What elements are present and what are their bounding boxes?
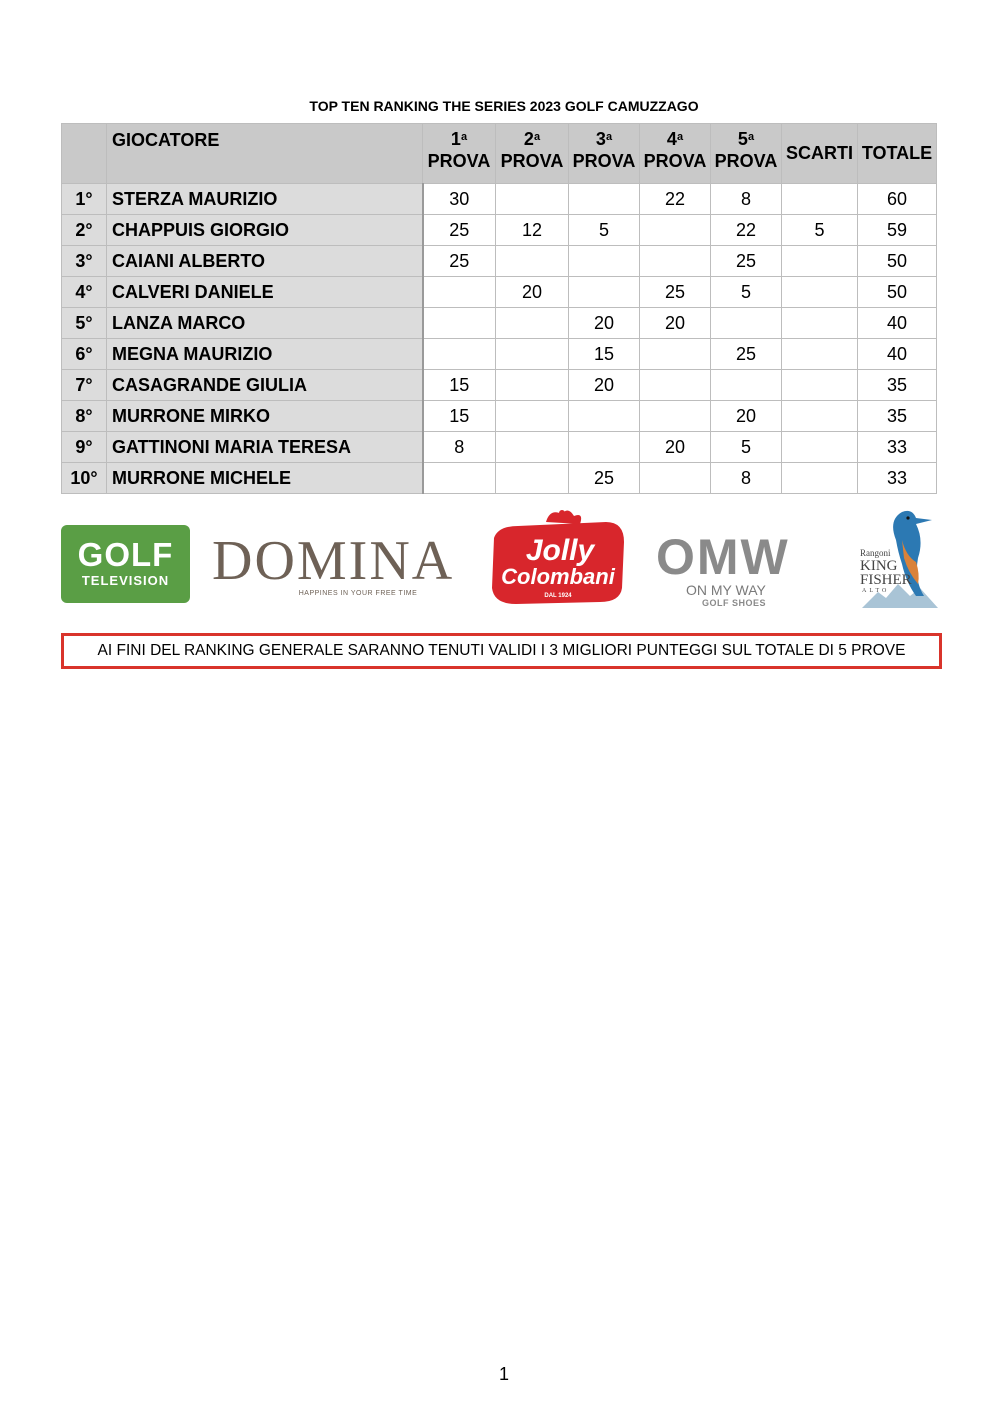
svg-text:DAL 1924: DAL 1924 bbox=[544, 593, 572, 599]
round-5-cell: 5 bbox=[711, 432, 782, 463]
position-cell: 7° bbox=[62, 370, 107, 401]
player-name-cell: MURRONE MICHELE bbox=[107, 463, 423, 494]
round-1-cell: 30 bbox=[423, 184, 496, 215]
discards-cell bbox=[782, 463, 858, 494]
round-5-cell: 8 bbox=[711, 184, 782, 215]
round-5-cell: 8 bbox=[711, 463, 782, 494]
player-name-cell: STERZA MAURIZIO bbox=[107, 184, 423, 215]
jolly-colombani-logo bbox=[488, 508, 628, 604]
header-round-2: 2$^a$ PROVA bbox=[496, 124, 569, 184]
discards-cell bbox=[782, 246, 858, 277]
total-cell: 50 bbox=[858, 246, 937, 277]
position-cell: 1° bbox=[62, 184, 107, 215]
round-3-cell bbox=[569, 184, 640, 215]
total-cell: 35 bbox=[858, 401, 937, 432]
table-row bbox=[62, 308, 937, 339]
round-4-cell: 20 bbox=[640, 308, 711, 339]
header-round-4: 4$^a$ PROVA bbox=[640, 124, 711, 184]
table-row bbox=[62, 246, 937, 277]
table-row bbox=[62, 401, 937, 432]
player-name-cell: CAIANI ALBERTO bbox=[107, 246, 423, 277]
position-cell: 3° bbox=[62, 246, 107, 277]
round-1-cell bbox=[423, 339, 496, 370]
position-cell: 6° bbox=[62, 339, 107, 370]
round-1-cell: 15 bbox=[423, 401, 496, 432]
round-4-cell: 22 bbox=[640, 184, 711, 215]
round-5-cell: 5 bbox=[711, 277, 782, 308]
round-2-cell bbox=[496, 246, 569, 277]
player-name-cell: MURRONE MIRKO bbox=[107, 401, 423, 432]
header-total: TOTALE bbox=[858, 124, 937, 184]
table-row bbox=[62, 463, 937, 494]
total-cell: 35 bbox=[858, 370, 937, 401]
player-name-cell: CHAPPUIS GIORGIO bbox=[107, 215, 423, 246]
header-round-1: 1$^a$ PROVA bbox=[423, 124, 496, 184]
round-2-cell: 12 bbox=[496, 215, 569, 246]
round-1-cell: 8 bbox=[423, 432, 496, 463]
table-row bbox=[62, 277, 937, 308]
position-cell: 4° bbox=[62, 277, 107, 308]
discards-cell bbox=[782, 339, 858, 370]
player-name-cell: CALVERI DANIELE bbox=[107, 277, 423, 308]
player-name-cell: CASAGRANDE GIULIA bbox=[107, 370, 423, 401]
svg-text:Rangoni: Rangoni bbox=[860, 548, 891, 558]
round-2-cell bbox=[496, 432, 569, 463]
round-4-cell: 20 bbox=[640, 432, 711, 463]
discards-cell: 5 bbox=[782, 215, 858, 246]
round-3-cell bbox=[569, 277, 640, 308]
total-cell: 40 bbox=[858, 339, 937, 370]
round-2-cell bbox=[496, 463, 569, 494]
header-round-5: 5$^a$ PROVA bbox=[711, 124, 782, 184]
round-1-cell: 25 bbox=[423, 215, 496, 246]
document-title: TOP TEN RANKING THE SERIES 2023 GOLF CAMUZZAGO bbox=[309, 98, 699, 114]
header-player: GIOCATORE bbox=[107, 124, 423, 184]
round-5-cell: 25 bbox=[711, 339, 782, 370]
svg-text:Colombani: Colombani bbox=[501, 564, 615, 589]
round-3-cell: 15 bbox=[569, 339, 640, 370]
position-cell: 9° bbox=[62, 432, 107, 463]
header-row bbox=[62, 124, 937, 184]
table-row bbox=[62, 432, 937, 463]
discards-cell bbox=[782, 370, 858, 401]
table-row bbox=[62, 370, 937, 401]
round-1-cell bbox=[423, 463, 496, 494]
round-3-cell bbox=[569, 401, 640, 432]
kingfisher-logo bbox=[858, 500, 942, 612]
round-2-cell bbox=[496, 308, 569, 339]
header-round-3: 3$^a$ PROVA bbox=[569, 124, 640, 184]
round-1-cell: 15 bbox=[423, 370, 496, 401]
discards-cell bbox=[782, 432, 858, 463]
round-5-cell bbox=[711, 308, 782, 339]
domina-logo: DOMINA HAPPINES IN YOUR FREE TIME bbox=[212, 530, 455, 597]
round-2-cell bbox=[496, 370, 569, 401]
total-cell: 60 bbox=[858, 184, 937, 215]
round-4-cell bbox=[640, 401, 711, 432]
table-row bbox=[62, 339, 937, 370]
ranking-rule-note: AI FINI DEL RANKING GENERALE SARANNO TENUTI VALIDI I 3 MIGLIORI PUNTEGGI SUL TOTALE DI 5 PROVE bbox=[61, 633, 942, 669]
svg-text:Jolly: Jolly bbox=[525, 534, 595, 567]
discards-cell bbox=[782, 401, 858, 432]
round-4-cell bbox=[640, 370, 711, 401]
player-name-cell: LANZA MARCO bbox=[107, 308, 423, 339]
player-name-cell: MEGNA MAURIZIO bbox=[107, 339, 423, 370]
position-cell: 2° bbox=[62, 215, 107, 246]
total-cell: 50 bbox=[858, 277, 937, 308]
round-3-cell: 20 bbox=[569, 308, 640, 339]
round-3-cell: 5 bbox=[569, 215, 640, 246]
table-row bbox=[62, 215, 937, 246]
round-5-cell: 25 bbox=[711, 246, 782, 277]
golf-television-logo: GOLF TELEVISION bbox=[61, 525, 190, 603]
total-cell: 40 bbox=[858, 308, 937, 339]
round-2-cell bbox=[496, 184, 569, 215]
round-2-cell bbox=[496, 401, 569, 432]
svg-text:KING: KING bbox=[860, 558, 898, 574]
header-discards: SCARTI bbox=[782, 124, 858, 184]
sponsor-logos bbox=[60, 500, 940, 612]
round-4-cell: 25 bbox=[640, 277, 711, 308]
svg-text:FISHER: FISHER bbox=[860, 572, 912, 588]
ranking-table bbox=[61, 123, 937, 494]
round-3-cell bbox=[569, 432, 640, 463]
position-cell: 10° bbox=[62, 463, 107, 494]
round-5-cell bbox=[711, 370, 782, 401]
discards-cell bbox=[782, 184, 858, 215]
round-4-cell bbox=[640, 246, 711, 277]
round-4-cell bbox=[640, 215, 711, 246]
header-position bbox=[62, 124, 107, 184]
round-3-cell: 20 bbox=[569, 370, 640, 401]
round-5-cell: 20 bbox=[711, 401, 782, 432]
round-4-cell bbox=[640, 339, 711, 370]
round-3-cell: 25 bbox=[569, 463, 640, 494]
total-cell: 33 bbox=[858, 463, 937, 494]
round-4-cell bbox=[640, 463, 711, 494]
round-1-cell bbox=[423, 277, 496, 308]
total-cell: 33 bbox=[858, 432, 937, 463]
round-3-cell bbox=[569, 246, 640, 277]
position-cell: 8° bbox=[62, 401, 107, 432]
table-row bbox=[62, 184, 937, 215]
discards-cell bbox=[782, 308, 858, 339]
position-cell: 5° bbox=[62, 308, 107, 339]
round-5-cell: 22 bbox=[711, 215, 782, 246]
player-name-cell: GATTINONI MARIA TERESA bbox=[107, 432, 423, 463]
total-cell: 59 bbox=[858, 215, 937, 246]
round-2-cell: 20 bbox=[496, 277, 569, 308]
on-my-way-logo: OMW ON MY WAY GOLF SHOES bbox=[656, 529, 790, 608]
round-2-cell bbox=[496, 339, 569, 370]
round-1-cell: 25 bbox=[423, 246, 496, 277]
round-1-cell bbox=[423, 308, 496, 339]
svg-text:ALTO: ALTO bbox=[862, 588, 890, 594]
discards-cell bbox=[782, 277, 858, 308]
page-number: 1 bbox=[498, 1364, 509, 1384]
